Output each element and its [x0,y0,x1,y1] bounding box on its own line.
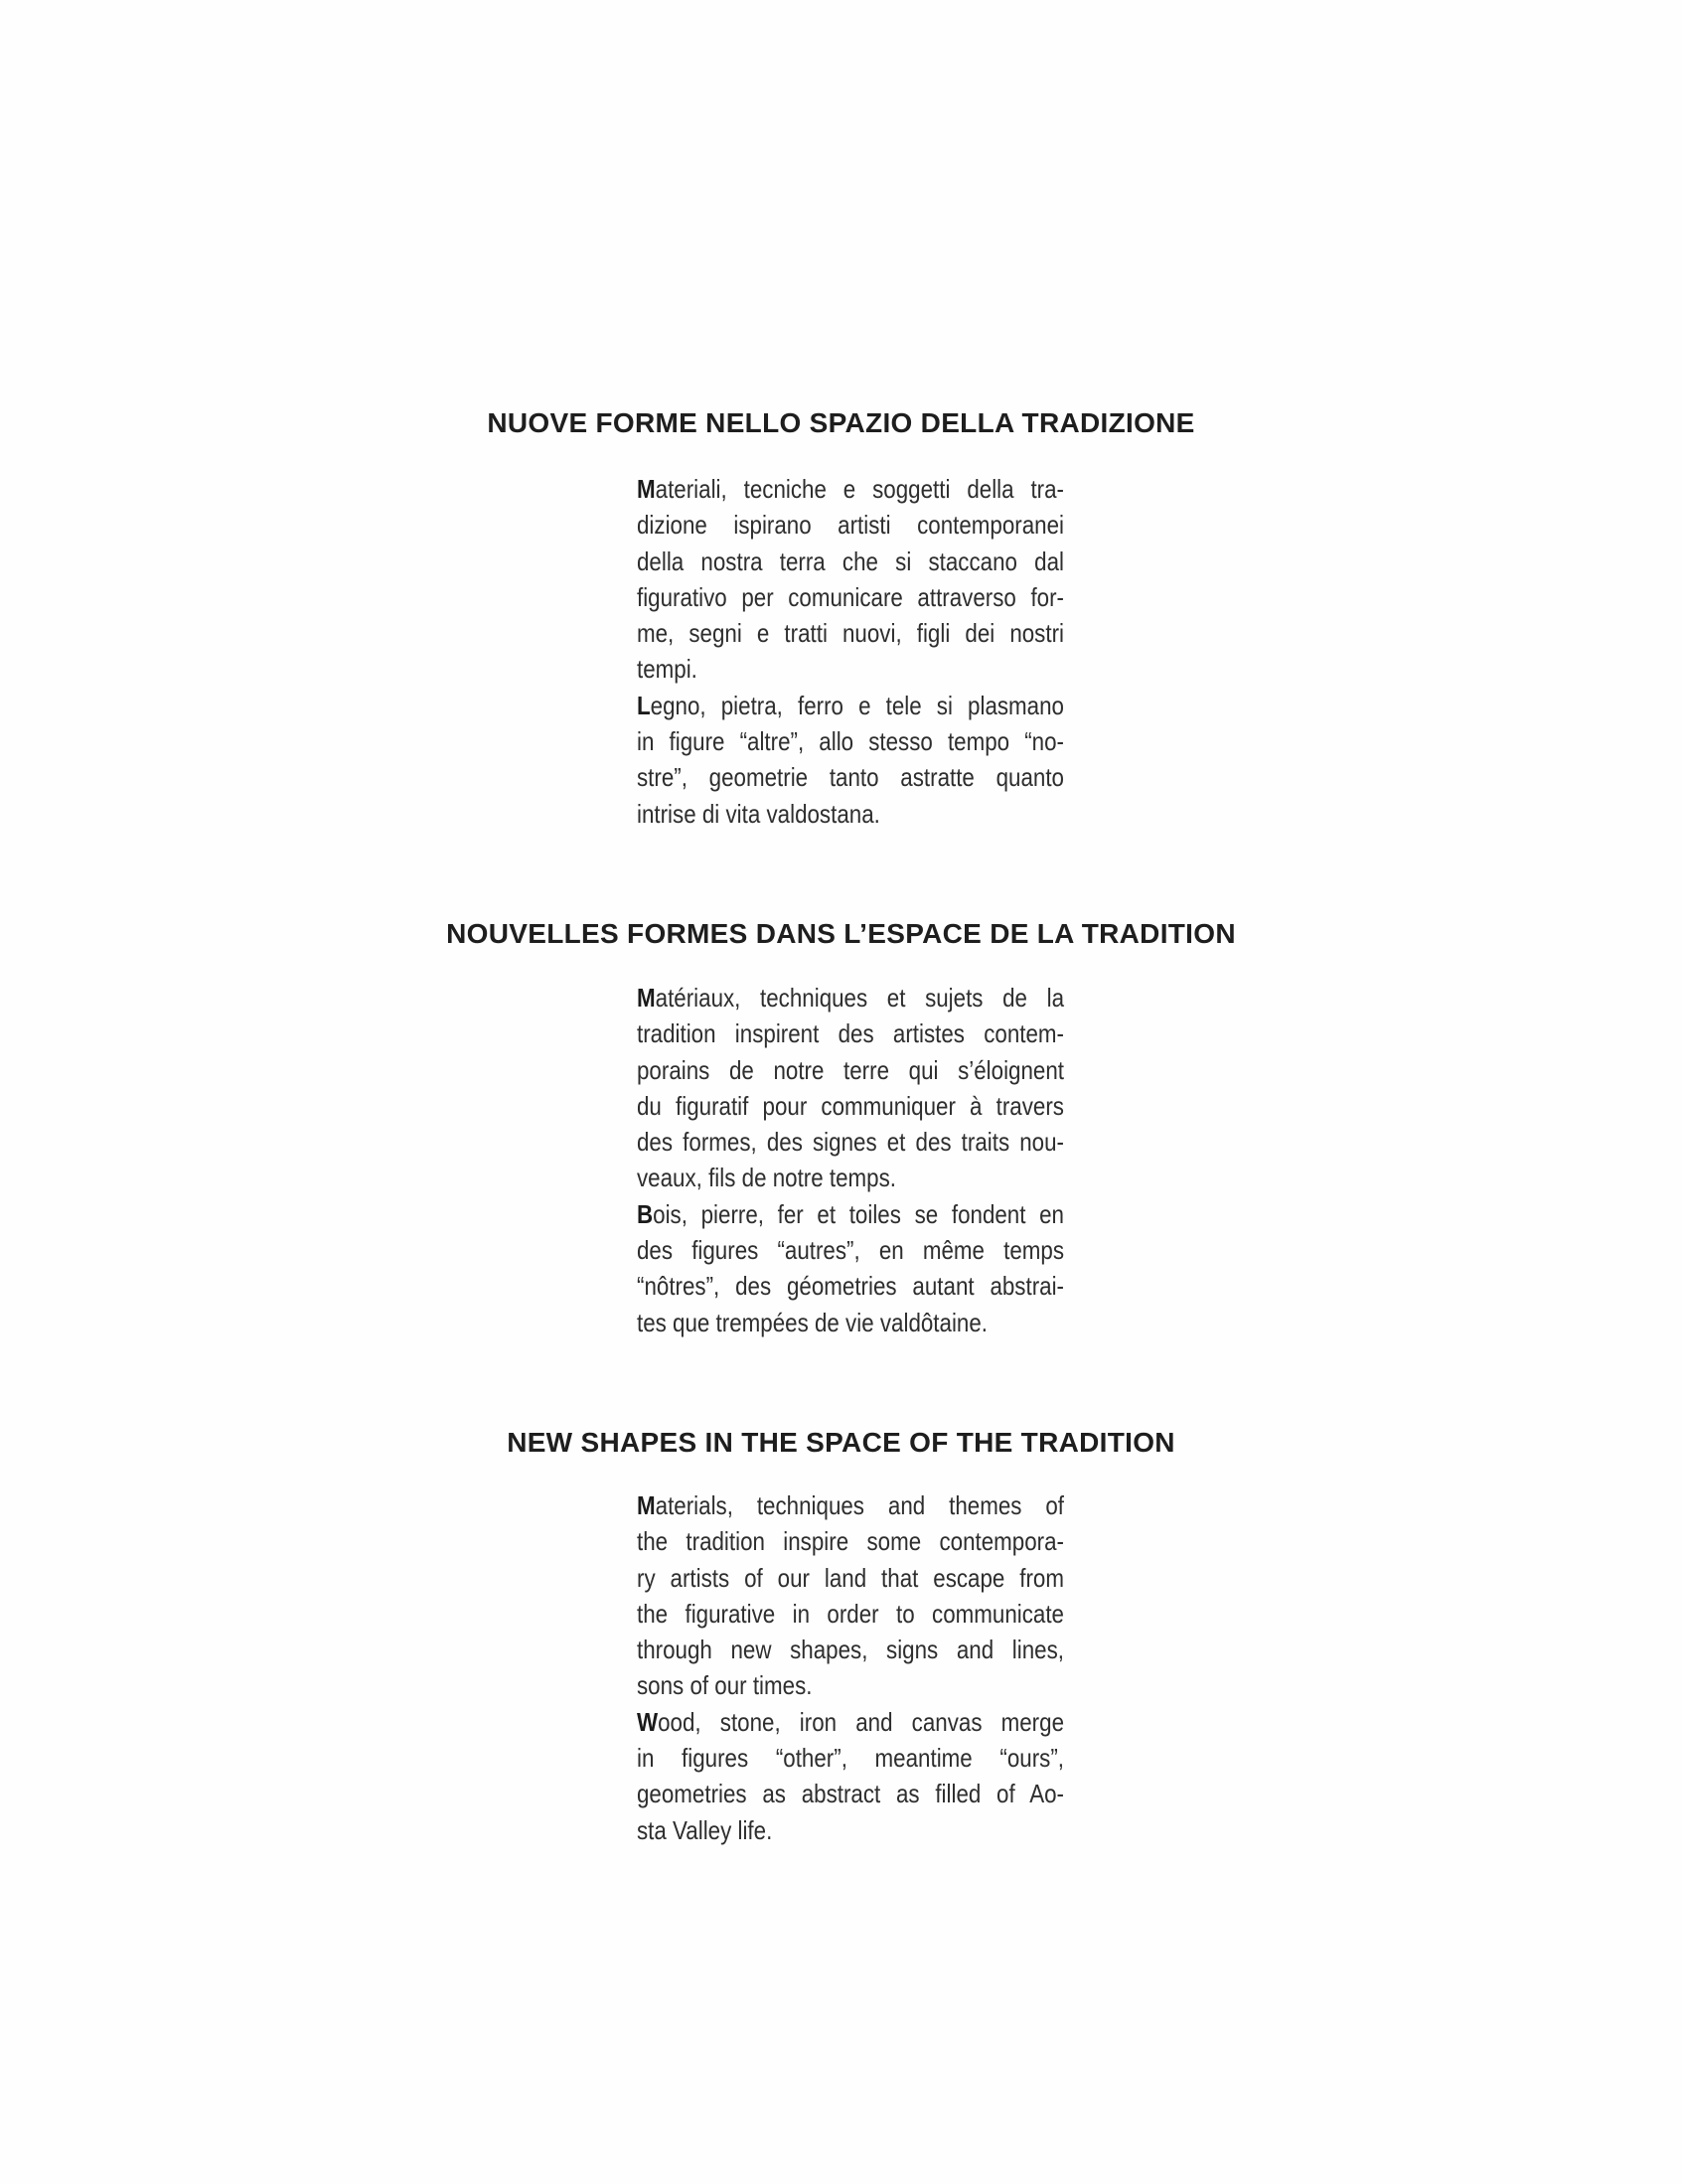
text-line [637,723,1064,759]
text-line [637,1196,1064,1232]
paragraph-initial: M [637,474,656,504]
line-text: du figuratif pour communiquer à travers [637,1090,1064,1121]
text-line [637,1232,1064,1268]
line-text: veaux, fils de notre temps. [637,1163,896,1193]
line-text: stre”, geometrie tanto astratte quanto [637,762,1064,793]
line-text: in figure “altre”, allo stesso tempo “no- [637,726,1064,757]
line-text: atériaux, techniques et sujets de la [655,983,1064,1013]
line-text: tempi. [637,654,697,685]
line-text: the figurative in order to communicate [637,1598,1064,1629]
line-text: aterials, techniques and themes of [655,1490,1064,1520]
line-text: in figures “other”, meantime “ours”, [637,1743,1064,1774]
paragraph-initial: W [637,1706,659,1737]
line-text: des formes, des signes et des traits nou- [637,1127,1064,1158]
text-line [637,1015,1064,1051]
text-line [637,544,1064,579]
line-text: me, segni e tratti nuovi, figli dei nostri [637,618,1064,649]
line-text: the tradition inspire some contempora- [637,1526,1064,1557]
line-text: sons of our times. [637,1670,813,1701]
text-line [637,1523,1064,1559]
text-line [637,1088,1064,1124]
text-line [637,796,1064,832]
paragraph-initial: M [637,983,656,1013]
text-line [637,1268,1064,1304]
paragraph-initial: M [637,1490,656,1520]
text-line [637,1124,1064,1160]
text-line [637,1667,1064,1703]
line-text: dizione ispirano artisti contemporanei [637,510,1064,541]
line-text: tes que trempées de vie valdôtaine. [637,1307,989,1337]
english-heading: NEW SHAPES IN THE SPACE OF THE TRADITION [507,1427,1175,1458]
text-line [637,1632,1064,1667]
line-text: intrise di vita valdostana. [637,798,880,829]
line-text: geometries as abstract as filled of Ao- [637,1779,1064,1809]
french-heading: NOUVELLES FORMES DANS L’ESPACE DE LA TRADITION [446,918,1236,949]
text-line [637,980,1064,1015]
text-line [637,1052,1064,1088]
english-body [637,1487,1064,1848]
text-line [637,651,1064,687]
line-text: figurativo per comunicare attraverso for- [637,581,1064,612]
line-text: “nôtres”, des géometries autant abstrai- [637,1271,1064,1302]
italian-body [637,471,1064,832]
text-line [637,1560,1064,1596]
line-text: della nostra terra che si staccano dal [637,546,1064,576]
text-line [637,688,1064,723]
line-text: porains de notre terre qui s’éloignent [637,1054,1064,1085]
paragraph-initial: B [637,1198,654,1229]
line-text: ateriali, tecniche e soggetti della tra- [655,474,1064,504]
line-text: des figures “autres”, en même temps [637,1235,1064,1266]
line-text: ois, pierre, fer et toiles se fondent en [653,1198,1064,1229]
text-line [637,1776,1064,1811]
line-text: tradition inspirent des artistes contem- [637,1018,1064,1049]
text-line [637,1812,1064,1848]
text-line [637,1305,1064,1340]
text-line [637,471,1064,507]
line-text: ood, stone, iron and canvas merge [658,1706,1064,1737]
text-line [637,1740,1064,1776]
text-line [637,507,1064,543]
italian-heading: NUOVE FORME NELLO SPAZIO DELLA TRADIZIONE [487,407,1195,438]
text-line [637,1160,1064,1195]
french-body [637,980,1064,1340]
text-line [637,1704,1064,1740]
text-line [637,579,1064,615]
text-line [637,615,1064,651]
line-text: egno, pietra, ferro e tele si plasmano [650,690,1064,720]
text-line [637,1596,1064,1632]
line-text: through new shapes, signs and lines, [637,1635,1064,1665]
paragraph-initial: L [637,690,651,720]
line-text: sta Valley life. [637,1814,773,1845]
line-text: ry artists of our land that escape from [637,1562,1064,1593]
text-line [637,1487,1064,1523]
text-line [637,759,1064,795]
